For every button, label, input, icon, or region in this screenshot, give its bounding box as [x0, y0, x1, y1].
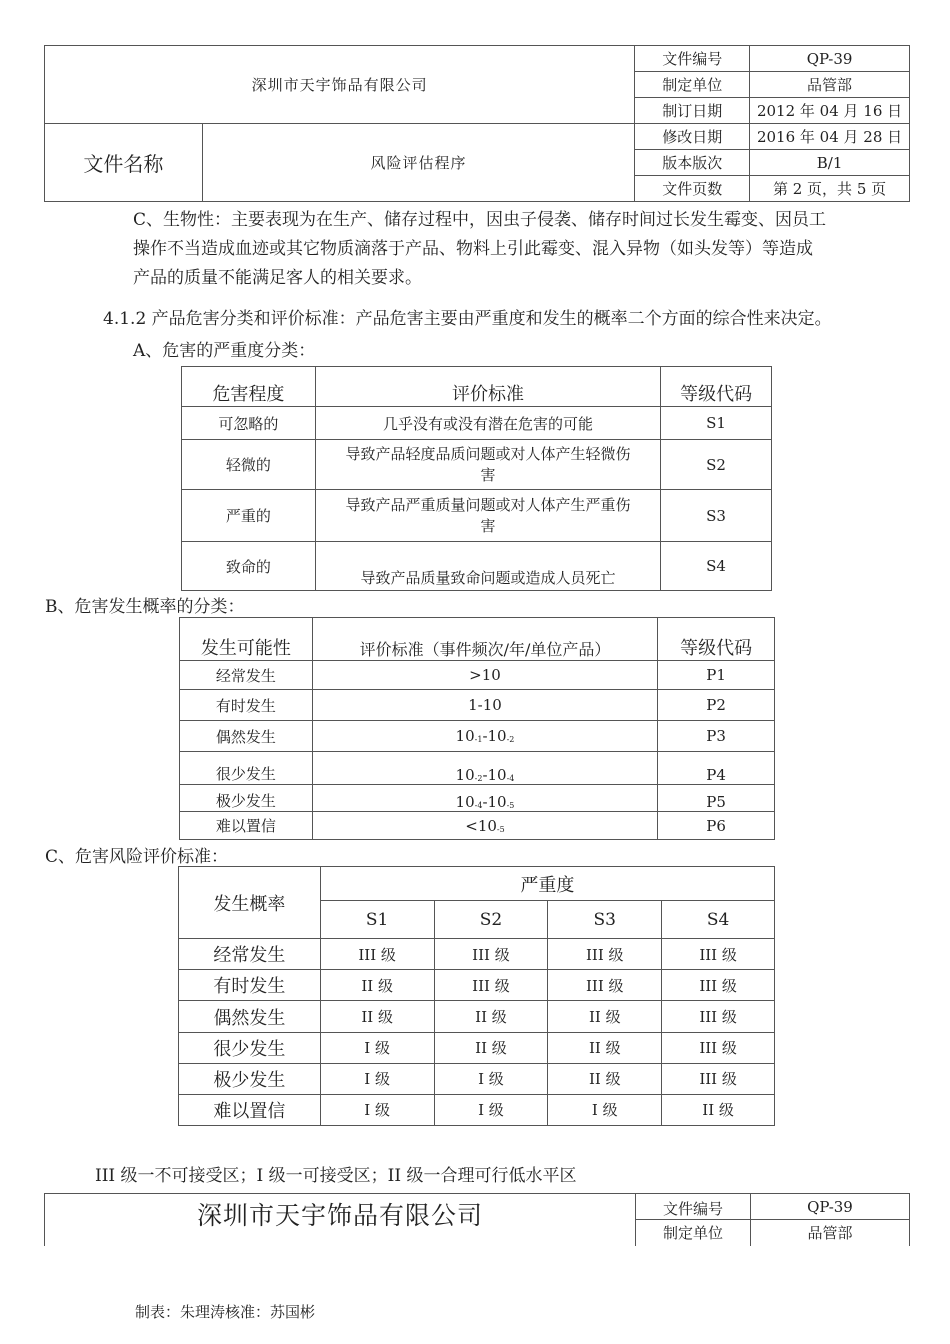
meta-value: 品管部	[807, 1224, 853, 1242]
exponent: -5	[496, 824, 505, 834]
table-cell: >10	[312, 661, 657, 690]
meta-value: 品管部	[750, 72, 910, 98]
row-header: 很少发生	[179, 1032, 321, 1063]
table-cell: III 级	[548, 939, 662, 970]
exponent: -1	[474, 735, 483, 744]
table-cell: P2	[658, 690, 775, 721]
table-cell: I 级	[434, 1063, 548, 1094]
risk-matrix-table	[178, 866, 775, 1126]
table-cell: 难以置信	[180, 812, 313, 840]
meta-value: QP-39	[807, 1198, 853, 1216]
table-row	[182, 440, 772, 490]
table-cell: P1	[658, 661, 775, 690]
biological-paragraph	[133, 206, 923, 293]
cell-line: 导致产品严重质量问题或对人体产生严重伤	[345, 495, 631, 514]
table-cell: I 级	[548, 1094, 662, 1125]
row-header: 经常发生	[179, 939, 321, 970]
meta-value: B/1	[750, 150, 910, 176]
meta-label: 文件编号	[662, 1200, 723, 1218]
table-row	[182, 407, 772, 440]
table-cell: III 级	[662, 939, 775, 970]
table-cell: S1	[661, 407, 772, 440]
severity-table	[181, 366, 772, 591]
table-cell: 严重的	[182, 490, 316, 542]
table-cell: III 级	[434, 970, 548, 1001]
meta-label: 制定单位	[635, 72, 750, 98]
column-header: 评价标准（事件频次/年/单位产品）	[312, 618, 657, 661]
table-cell	[315, 440, 660, 490]
meta-label: 制订日期	[635, 98, 750, 124]
heading-severity: A、危害的严重度分类：	[133, 341, 316, 361]
table-cell: I 级	[320, 1032, 434, 1063]
document-header	[44, 45, 910, 202]
column-header: S4	[662, 901, 775, 939]
doc-name-label: 文件名称	[45, 124, 203, 202]
cell-line: 害	[480, 465, 496, 484]
table-cell: 轻微的	[182, 440, 316, 490]
range-sep: -10	[482, 766, 507, 784]
table-cell: 致命的	[182, 542, 316, 591]
column-header: S2	[434, 901, 548, 939]
table-cell	[312, 752, 657, 785]
table-cell: II 级	[548, 1001, 662, 1032]
table-row	[180, 690, 775, 721]
table-cell: 偶然发生	[180, 721, 313, 752]
next-page-header	[44, 1193, 910, 1246]
table-cell: II 级	[434, 1032, 548, 1063]
heading-probability: B、危害发生概率的分类：	[45, 597, 245, 617]
table-row	[180, 785, 775, 812]
doc-name: 风险评估程序	[202, 124, 634, 202]
company-name: 深圳市天宇饰品有限公司	[45, 46, 635, 124]
exponent: -4	[506, 774, 515, 783]
exponent: -2	[506, 735, 515, 744]
table-cell: III 级	[548, 970, 662, 1001]
divider	[635, 1219, 909, 1220]
table-cell	[312, 812, 657, 840]
column-header: 评价标准	[315, 367, 660, 407]
paragraph-line: C、生物性：主要表现为在生产、储存过程中，因虫子侵袭、储存时间过长发生霉变、因员工	[133, 210, 827, 230]
table-cell: I 级	[320, 1094, 434, 1125]
exponent: -4	[474, 801, 483, 810]
table-cell: 极少发生	[180, 785, 313, 812]
meta-value: QP-39	[750, 46, 910, 72]
table-cell	[312, 721, 657, 752]
table-cell: 经常发生	[180, 661, 313, 690]
table-row	[182, 542, 772, 591]
table-cell: 几乎没有或没有潜在危害的可能	[315, 407, 660, 440]
row-header: 有时发生	[179, 970, 321, 1001]
table-cell: III 级	[662, 970, 775, 1001]
column-header: 等级代码	[658, 618, 775, 661]
table-cell: II 级	[320, 970, 434, 1001]
risk-legend: III 级一不可接受区；I 级一可接受区；II 级一合理可行低水平区	[95, 1166, 577, 1186]
table-row	[179, 970, 775, 1001]
table-cell: II 级	[434, 1001, 548, 1032]
table-row	[180, 752, 775, 785]
table-cell: 可忽略的	[182, 407, 316, 440]
table-row	[182, 490, 772, 542]
table-row	[179, 1001, 775, 1032]
table-cell: III 级	[662, 1001, 775, 1032]
table-cell: II 级	[548, 1063, 662, 1094]
table-cell: S3	[661, 490, 772, 542]
table-cell: I 级	[434, 1094, 548, 1125]
column-header: 等级代码	[661, 367, 772, 407]
paragraph-line: 产品的质量不能满足客人的相关要求。	[133, 268, 422, 288]
meta-label: 修改日期	[635, 124, 750, 150]
row-header: 偶然发生	[179, 1001, 321, 1032]
exponent-base: 10	[455, 766, 475, 784]
table-row	[179, 1094, 775, 1125]
table-cell: 有时发生	[180, 690, 313, 721]
table-cell: II 级	[320, 1001, 434, 1032]
probability-table	[179, 617, 775, 840]
exponent: -5	[506, 801, 515, 810]
table-cell	[312, 785, 657, 812]
table-row	[180, 812, 775, 840]
meta-label: 制定单位	[662, 1224, 723, 1242]
section-heading-412: 4.1.2 产品危害分类和评价标准：产品危害主要由严重度和发生的概率二个方面的综合性来决定。	[103, 309, 832, 329]
meta-label: 文件编号	[635, 46, 750, 72]
row-header: 极少发生	[179, 1063, 321, 1094]
heading-risk: C、危害风险评价标准：	[45, 847, 229, 867]
exponent-base: 10	[455, 727, 475, 745]
table-row	[179, 1032, 775, 1063]
severity-header: 严重度	[320, 867, 774, 901]
table-row	[180, 721, 775, 752]
table-cell: P5	[658, 785, 775, 812]
meta-value: 2016 年 04 月 28 日	[750, 124, 910, 150]
table-row	[179, 939, 775, 970]
table-row	[179, 1063, 775, 1094]
range-sep: -10	[482, 793, 507, 811]
company-name: 深圳市天宇饰品有限公司	[196, 1201, 483, 1230]
meta-value: 第 2 页，共 5 页	[750, 176, 910, 202]
table-row	[180, 661, 775, 690]
column-header: S1	[320, 901, 434, 939]
table-cell: P6	[658, 812, 775, 840]
table-cell: III 级	[662, 1063, 775, 1094]
exponent-base: <10	[465, 816, 497, 835]
table-cell: II 级	[548, 1032, 662, 1063]
signature-line: 制表：朱理涛核准：苏国彬	[135, 1303, 316, 1321]
row-header: 难以置信	[179, 1094, 321, 1125]
table-cell: 1-10	[312, 690, 657, 721]
table-cell: S2	[661, 440, 772, 490]
table-cell: S4	[661, 542, 772, 591]
cell-line: 导致产品轻度品质问题或对人体产生轻微伤	[345, 444, 631, 463]
table-cell: III 级	[434, 939, 548, 970]
table-cell: 导致产品质量致命问题或造成人员死亡	[315, 542, 660, 591]
table-cell: III 级	[662, 1032, 775, 1063]
column-header: S3	[548, 901, 662, 939]
table-cell: III 级	[320, 939, 434, 970]
table-cell: P4	[658, 752, 775, 785]
exponent: -2	[474, 774, 483, 783]
exponent-base: 10	[455, 793, 475, 811]
meta-value: 2012 年 04 月 16 日	[750, 98, 910, 124]
table-cell	[315, 490, 660, 542]
column-header: 发生可能性	[180, 618, 313, 661]
meta-label: 版本版次	[635, 150, 750, 176]
table-cell: P3	[658, 721, 775, 752]
range-sep: -10	[482, 727, 507, 745]
table-cell: 很少发生	[180, 752, 313, 785]
paragraph-line: 操作不当造成血迹或其它物质滴落于产品、物料上引此霉变、混入异物（如头发等）等造成	[133, 239, 813, 259]
cell-line: 害	[480, 516, 496, 535]
table-cell: II 级	[662, 1094, 775, 1125]
corner-header: 发生概率	[179, 867, 321, 939]
meta-label: 文件页数	[635, 176, 750, 202]
table-cell: I 级	[320, 1063, 434, 1094]
column-header: 危害程度	[182, 367, 316, 407]
